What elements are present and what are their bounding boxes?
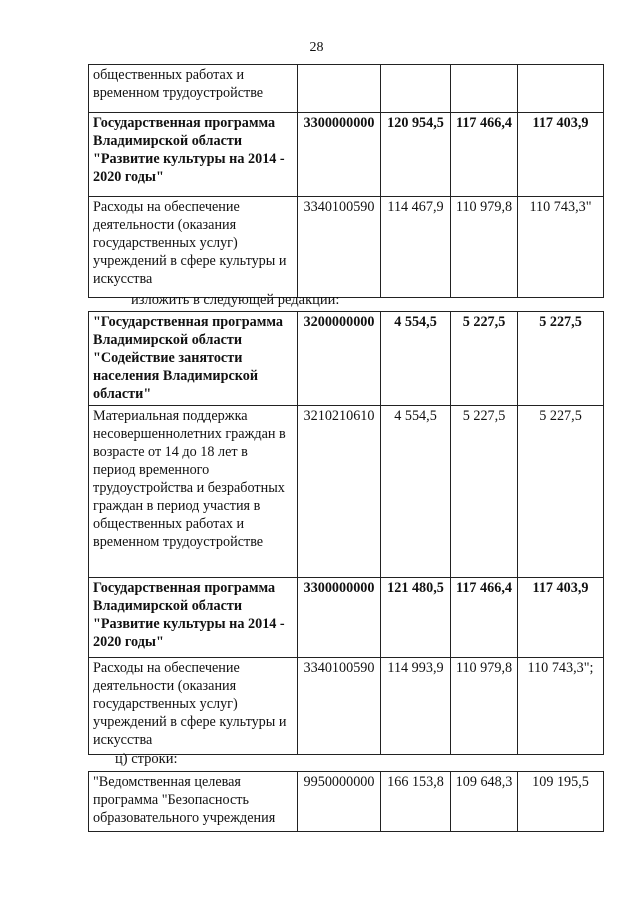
row-value-2020-cell: 110 979,8 bbox=[451, 658, 518, 755]
row-value-2019-cell: 4 554,5 bbox=[381, 406, 451, 578]
table-row bbox=[89, 197, 604, 298]
row-value-2019-cell: 114 467,9 bbox=[381, 197, 451, 298]
row-value-2021-cell: 109 195,5 bbox=[518, 772, 604, 832]
row-value-2020-cell: 5 227,5 bbox=[451, 312, 518, 406]
row-code-cell: 3340100590 bbox=[298, 658, 381, 755]
row-value-2020-cell: 5 227,5 bbox=[451, 406, 518, 578]
table-row bbox=[89, 406, 604, 578]
row-name-cell: Государственная программа Владимирской области "Развитие культуры на 2014 - 2020 годы" bbox=[89, 113, 298, 197]
row-value-2021-cell: 110 743,3"; bbox=[518, 658, 604, 755]
row-value-2019-cell bbox=[381, 65, 451, 113]
row-value-2020-cell: 109 648,3 bbox=[451, 772, 518, 832]
row-value-2019-cell: 120 954,5 bbox=[381, 113, 451, 197]
row-value-2021-cell: 5 227,5 bbox=[518, 406, 604, 578]
row-value-2021-cell bbox=[518, 65, 604, 113]
table-row bbox=[89, 113, 604, 197]
row-value-2021-cell: 117 403,9 bbox=[518, 578, 604, 658]
row-code-cell: 9950000000 bbox=[298, 772, 381, 832]
row-value-2021-cell: 117 403,9 bbox=[518, 113, 604, 197]
row-name-cell: общественных работах и временном трудоустройстве bbox=[89, 65, 298, 113]
row-name-cell: "Ведомственная целевая программа "Безопасность образовательного учреждения bbox=[89, 772, 298, 832]
section-heading: ц) строки: bbox=[115, 751, 178, 767]
row-value-2020-cell bbox=[451, 65, 518, 113]
table-row bbox=[89, 65, 604, 113]
page-number: 28 bbox=[309, 40, 324, 55]
amendment-text: изложить в следующей редакции: bbox=[131, 292, 340, 308]
budget-table-previous bbox=[88, 64, 604, 298]
row-name-cell: Расходы на обеспечение деятельности (оказания государственных услуг) учреждений в сфере культуры и искусства bbox=[89, 658, 298, 755]
row-code-cell: 3300000000 bbox=[298, 113, 381, 197]
row-code-cell: 3340100590 bbox=[298, 197, 381, 298]
budget-table-revised bbox=[88, 311, 604, 755]
table-row bbox=[89, 772, 604, 832]
row-code-cell: 3200000000 bbox=[298, 312, 381, 406]
row-value-2019-cell: 4 554,5 bbox=[381, 312, 451, 406]
table-row bbox=[89, 658, 604, 755]
row-value-2020-cell: 117 466,4 bbox=[451, 113, 518, 197]
row-value-2019-cell: 166 153,8 bbox=[381, 772, 451, 832]
table-row bbox=[89, 578, 604, 658]
row-code-cell: 3210210610 bbox=[298, 406, 381, 578]
row-value-2020-cell: 110 979,8 bbox=[451, 197, 518, 298]
row-value-2021-cell: 5 227,5 bbox=[518, 312, 604, 406]
row-name-cell: "Государственная программа Владимирской области "Содействие занятости населения Владимирской области" bbox=[89, 312, 298, 406]
row-value-2021-cell: 110 743,3" bbox=[518, 197, 604, 298]
budget-table-next bbox=[88, 771, 604, 832]
row-name-cell: Материальная поддержка несовершеннолетних граждан в возрасте от 14 до 18 лет в период временного трудоустройства и безработных граждан в период участия в общественных работах и временном трудоустройстве bbox=[89, 406, 298, 578]
row-name-cell: Государственная программа Владимирской области "Развитие культуры на 2014 - 2020 годы" bbox=[89, 578, 298, 658]
row-code-cell: 3300000000 bbox=[298, 578, 381, 658]
row-value-2020-cell: 117 466,4 bbox=[451, 578, 518, 658]
table-row bbox=[89, 312, 604, 406]
row-value-2019-cell: 114 993,9 bbox=[381, 658, 451, 755]
row-value-2019-cell: 121 480,5 bbox=[381, 578, 451, 658]
row-name-cell: Расходы на обеспечение деятельности (оказания государственных услуг) учреждений в сфере культуры и искусства bbox=[89, 197, 298, 298]
row-code-cell bbox=[298, 65, 381, 113]
